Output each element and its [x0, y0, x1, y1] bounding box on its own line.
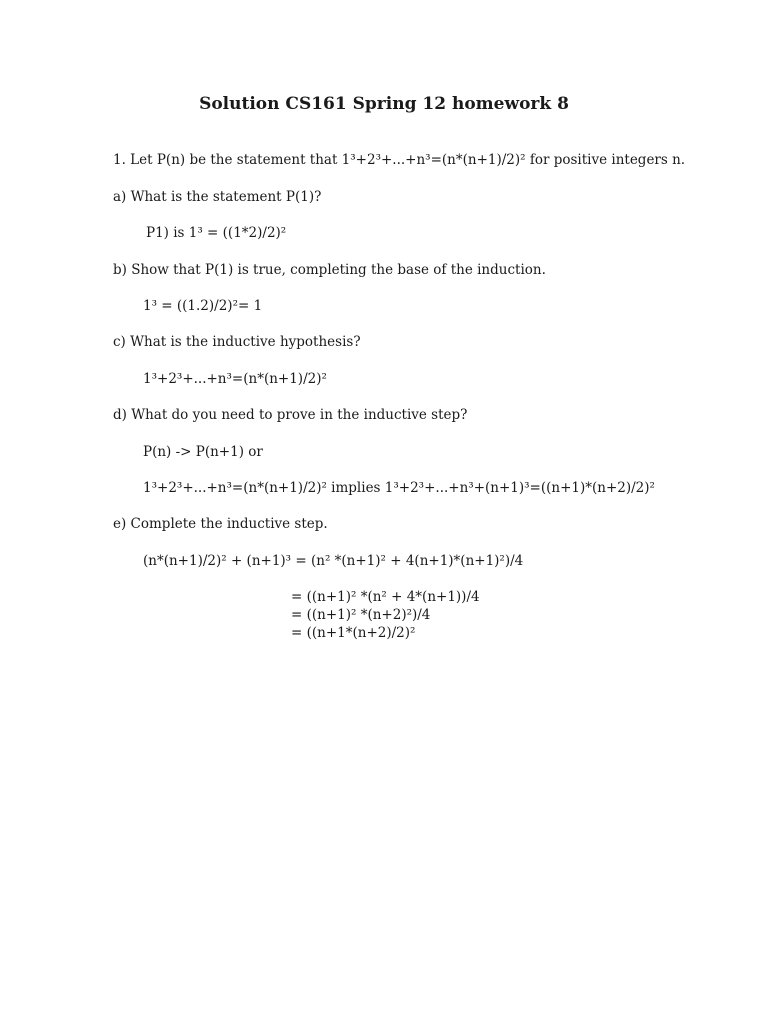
- part-e-step-2: = ((n+1)² *(n² + 4*(n+1))/4: [291, 589, 480, 605]
- part-d-answer-line-1: P(n) -> P(n+1) or: [143, 444, 263, 460]
- document-title: Solution CS161 Spring 12 homework 8: [199, 94, 569, 114]
- part-c-answer: 1³+2³+...+n³=(n*(n+1)/2)²: [143, 371, 327, 387]
- part-a-question: a) What is the statement P(1)?: [113, 189, 322, 205]
- part-e-step-1: (n*(n+1)/2)² + (n+1)³ = (n² *(n+1)² + 4(n+1)*(n+1)²)/4: [143, 553, 524, 569]
- part-e-question: e) Complete the inductive step.: [113, 516, 328, 532]
- part-d-answer-line-2: 1³+2³+...+n³=(n*(n+1)/2)² implies 1³+2³+...+n³+(n+1)³=((n+1)*(n+2)/2)²: [143, 480, 655, 496]
- part-b-answer: 1³ = ((1.2)/2)²= 1: [143, 298, 263, 314]
- part-e-step-4: = ((n+1*(n+2)/2)²: [291, 625, 416, 641]
- part-b-question: b) Show that P(1) is true, completing the base of the induction.: [113, 262, 546, 278]
- part-d-question: d) What do you need to prove in the inductive step?: [113, 407, 468, 423]
- part-c-question: c) What is the inductive hypothesis?: [113, 334, 361, 350]
- part-e-step-3: = ((n+1)² *(n+2)²)/4: [291, 607, 431, 623]
- part-a-answer: P1) is 1³ = ((1*2)/2)²: [146, 225, 287, 241]
- problem-statement: 1. Let P(n) be the statement that 1³+2³+...+n³=(n*(n+1)/2)² for positive integers n.: [113, 152, 686, 168]
